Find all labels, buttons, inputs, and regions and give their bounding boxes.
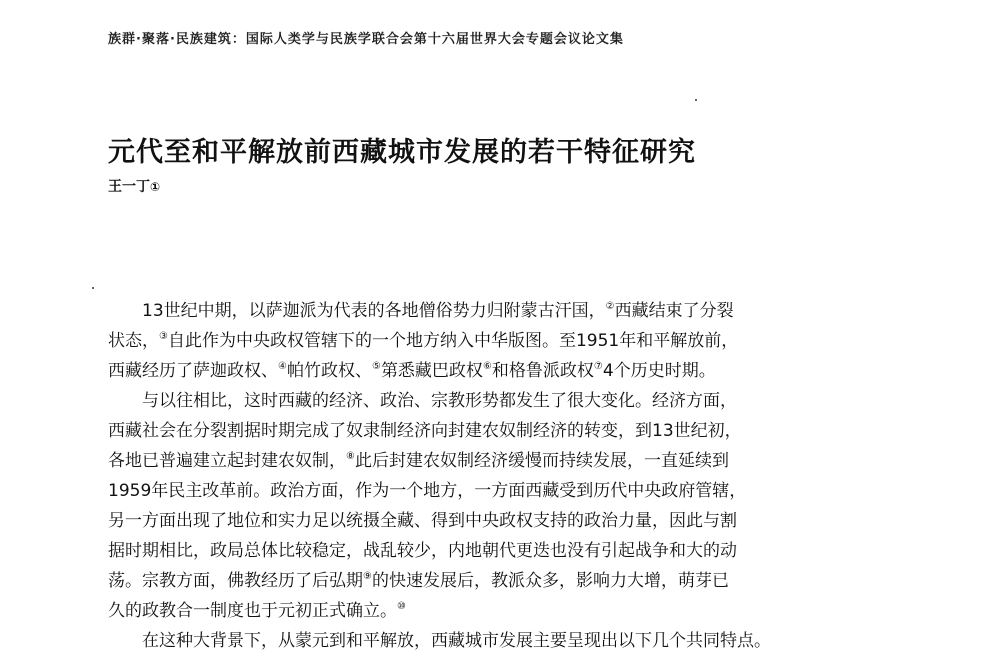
author-footnote-marker[interactable]: ①: [150, 180, 161, 194]
author-name: 王一丁: [108, 179, 150, 195]
footnote-marker-7[interactable]: ⑦: [593, 361, 603, 372]
footnote-marker-6[interactable]: ⑥: [482, 361, 492, 372]
text-run: 西藏经历了萨迦政权、: [108, 361, 278, 381]
footnote-marker-4[interactable]: ④: [278, 361, 287, 372]
text-line: [108, 326, 888, 356]
text-line: [108, 356, 888, 386]
text-run: 状态，: [108, 331, 159, 351]
text-line: 据时期相比，政局总体比较稳定，战乱较少，内地朝代更迭也没有引起战争和大的动: [108, 541, 737, 561]
text-line: [108, 596, 888, 626]
text-line: 另一方面出现了地位和实力足以统摄全藏、得到中央政权支持的政治力量，因此与割: [108, 511, 737, 531]
author-line: [108, 176, 160, 196]
text-run: 自此作为中央政权管辖下的一个地方纳入中华版图。至1951年和平解放前，: [167, 331, 739, 351]
text-run: 此后封建农奴制经济缓慢而持续发展，一直延续到: [354, 451, 729, 471]
text-run: 西藏结束了分裂: [614, 301, 734, 321]
paragraph-1: [108, 296, 888, 386]
text-line: [108, 296, 888, 326]
text-run: 和格鲁派政权: [491, 361, 594, 381]
footnote-marker-9[interactable]: ⑨: [363, 571, 372, 582]
text-line: 西藏社会在分裂割据时期完成了奴隶制经济向封建农奴制经济的转变，到13世纪初，: [108, 421, 742, 441]
text-run: 荡。宗教方面，佛教经历了后弘期: [108, 571, 363, 591]
running-header: 族群·聚落·民族建筑：国际人类学与民族学联合会第十六届世界大会专题会议论文集: [108, 32, 624, 47]
text-run: 各地已普遍建立起封建农奴制，: [108, 451, 346, 471]
text-line: [108, 446, 888, 476]
text-run: 4个历史时期。: [602, 361, 716, 381]
text-line: 在这种大背景下，从蒙元到和平解放，西藏城市发展主要呈现出以下几个共同特点。: [142, 631, 771, 651]
article-body: [108, 296, 888, 656]
text-line: [108, 566, 888, 596]
article-title: 元代至和平解放前西藏城市发展的若干特征研究: [108, 137, 696, 168]
footnote-marker-10[interactable]: ⑩: [397, 601, 406, 612]
footnote-marker-2[interactable]: ②: [605, 301, 615, 312]
scan-speck: [695, 99, 697, 101]
scan-speck: [92, 287, 94, 289]
paragraph-3: [108, 626, 888, 656]
footnote-marker-8[interactable]: ⑧: [346, 451, 355, 462]
text-run: 久的政教合一制度也于元初正式确立。: [108, 601, 397, 621]
text-run: 的快速发展后，教派众多，影响力大增，萌芽已: [371, 571, 729, 591]
paragraph-2: [108, 386, 888, 626]
text-line: 与以往相比，这时西藏的经济、政治、宗教形势都发生了很大变化。经济方面，: [142, 391, 737, 411]
text-run: 帕竹政权、: [286, 361, 372, 381]
text-line: 1959年民主改革前。政治方面，作为一个地方，一方面西藏受到历代中央政府管辖，: [108, 481, 747, 501]
text-run: 第悉藏巴政权: [380, 361, 483, 381]
footnote-marker-3[interactable]: ③: [159, 331, 168, 342]
text-run: 13世纪中期，以萨迦派为代表的各地僧俗势力归附蒙古汗国，: [142, 301, 606, 321]
footnote-marker-5[interactable]: ⑤: [371, 361, 381, 372]
